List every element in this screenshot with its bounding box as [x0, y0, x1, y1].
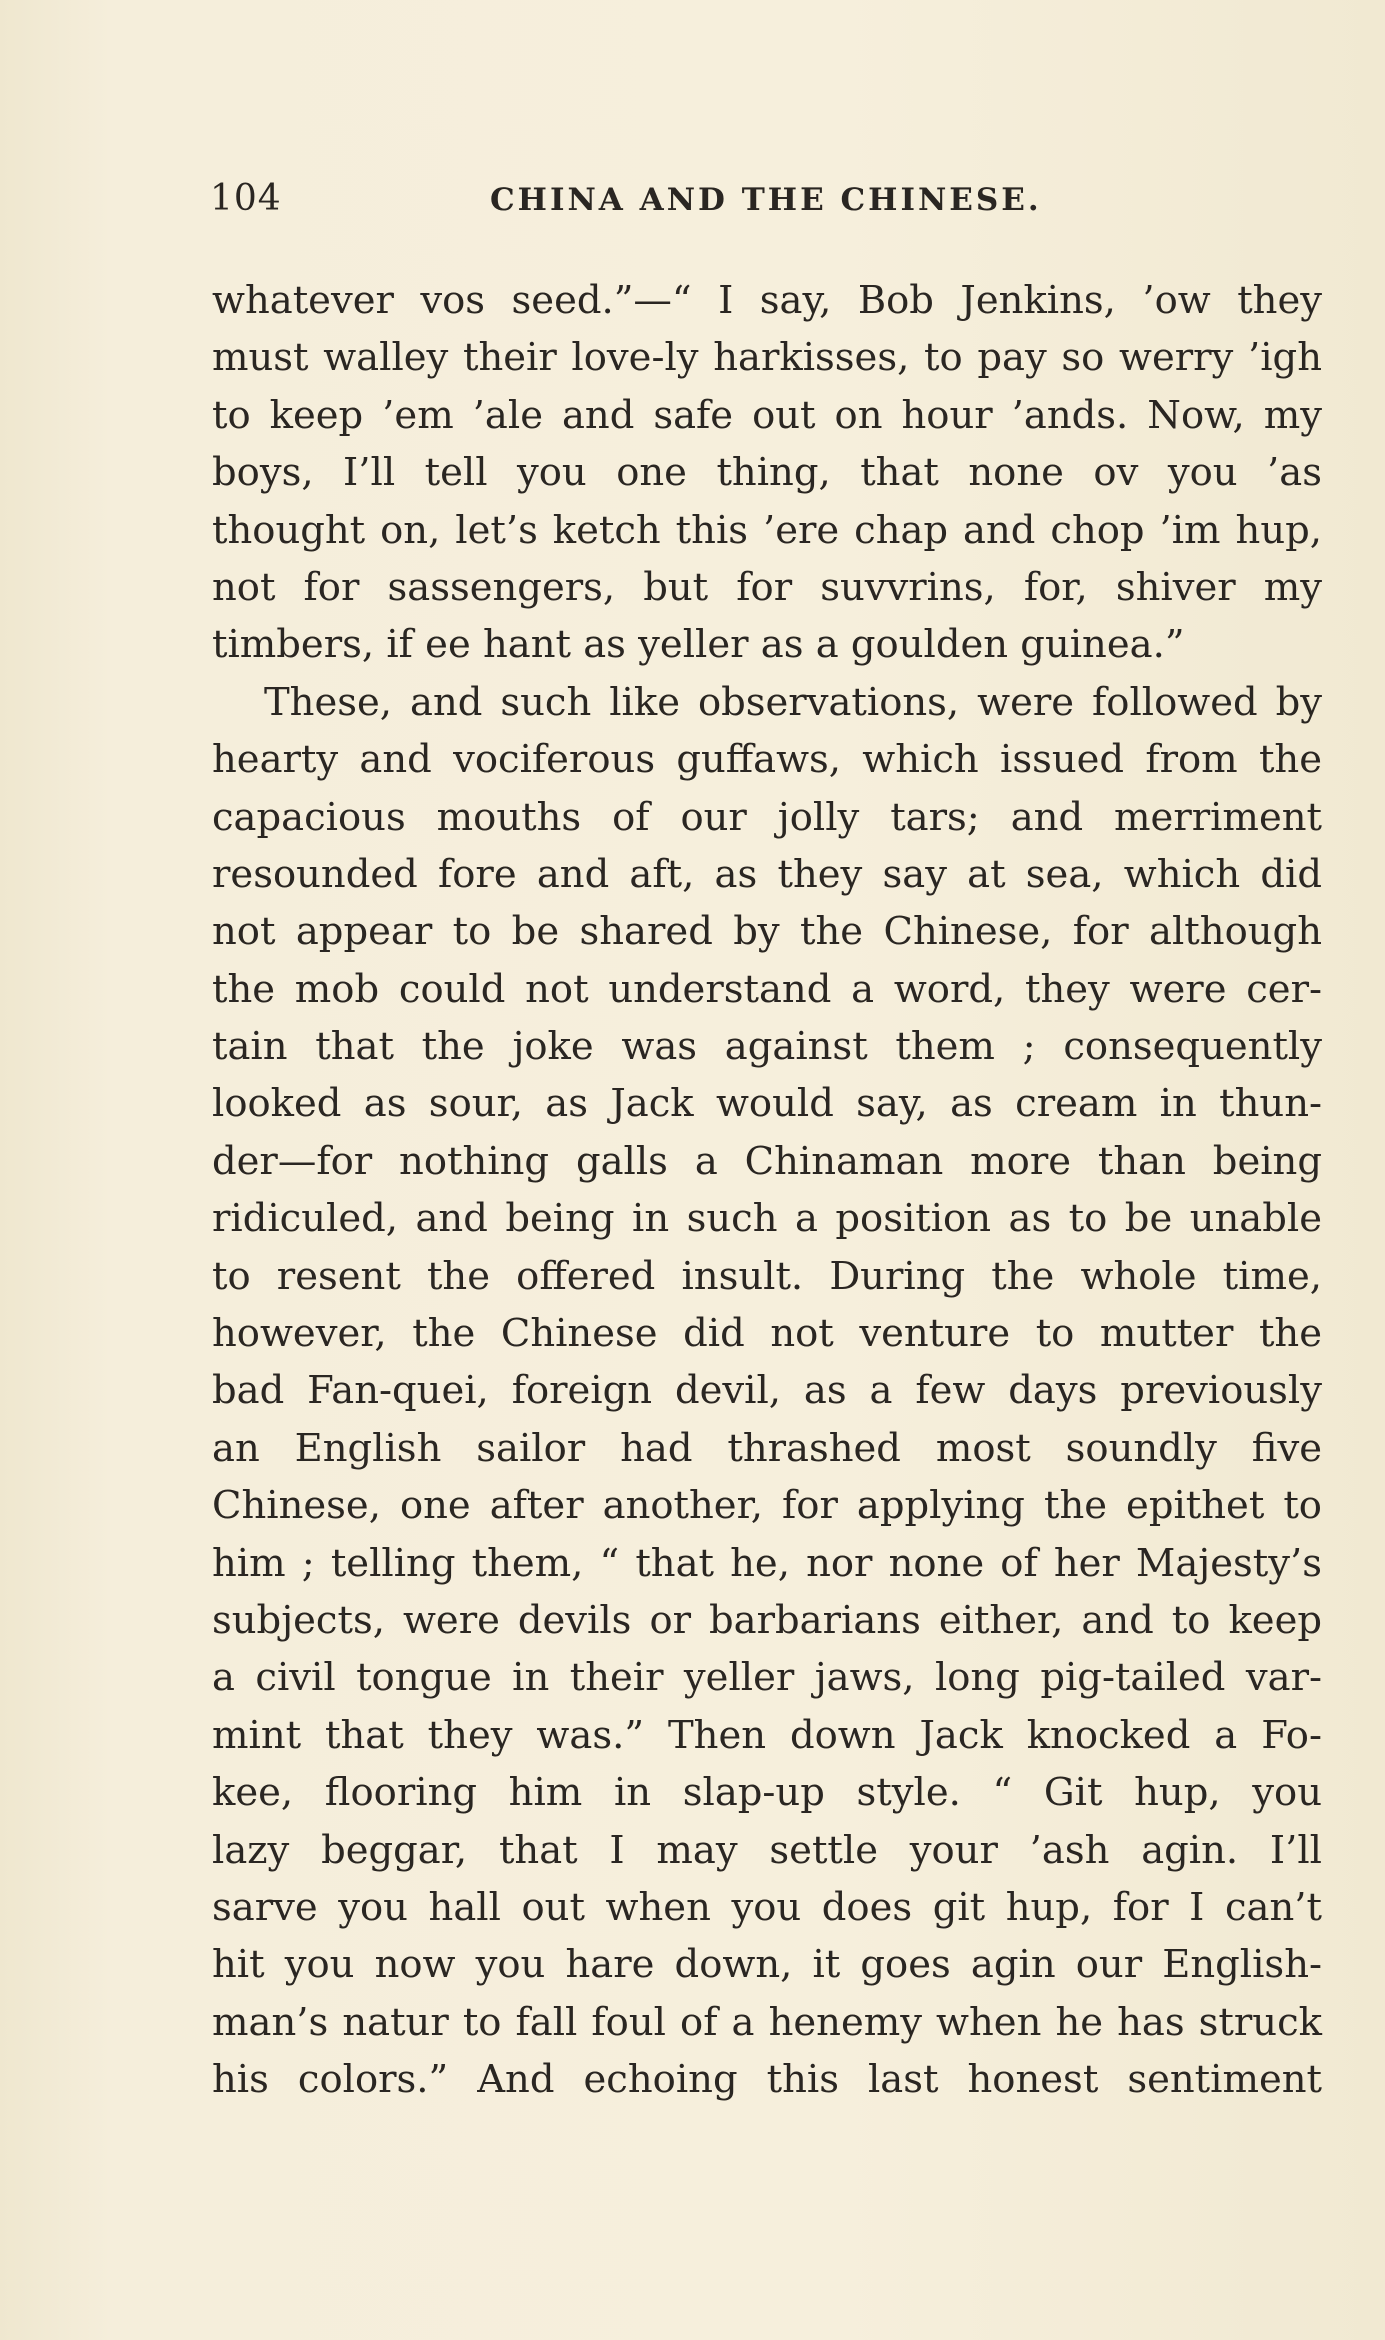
text-line: bad Fan-quei, foreign devil, as a few days previously [212, 1368, 1322, 1414]
text-line: thought on, let’s ketch this ’ere chap and chop ’im hup, [212, 507, 1322, 553]
text-line: der—for nothing galls a Chinaman more than being [212, 1138, 1322, 1184]
text-line: not for sassengers, but for suvvrins, for, shiver my [212, 564, 1322, 610]
page-number: 104 [210, 178, 282, 219]
text-line: to resent the offered insult. During the whole time, [212, 1253, 1322, 1299]
text-line: must walley their love-ly harkisses, to pay so werry ’igh [212, 335, 1322, 381]
body-text [212, 272, 1322, 2109]
running-head: CHINA AND THE CHINESE. [490, 182, 1042, 218]
text-line: subjects, were devils or barbarians either, and to keep [212, 1597, 1322, 1643]
text-line: looked as sour, as Jack would say, as cream in thun- [212, 1081, 1322, 1127]
text-line: a civil tongue in their yeller jaws, long pig-tailed var- [212, 1655, 1322, 1701]
text-line: to keep ’em ’ale and safe out on hour ’ands. Now, my [212, 392, 1322, 438]
text-line: capacious mouths of our jolly tars; and merriment [212, 794, 1322, 840]
text-line: boys, I’ll tell you one thing, that none ov you ’as [212, 450, 1322, 496]
text-line: man’s natur to fall foul of a henemy when he has struck [212, 1999, 1322, 2045]
text-line: timbers, if ee hant as yeller as a goulden guinea.” [212, 622, 1185, 668]
text-line: hit you now you hare down, it goes agin our English- [212, 1942, 1322, 1988]
text-line: tain that the joke was against them ; consequently [212, 1024, 1322, 1070]
text-line: not appear to be shared by the Chinese, for although [212, 909, 1322, 955]
text-line: Chinese, one after another, for applying the epithet to [212, 1483, 1322, 1529]
text-line: an English sailor had thrashed most soundly five [212, 1425, 1322, 1471]
text-line: resounded fore and aft, as they say at sea, which did [212, 851, 1322, 897]
text-line: sarve you hall out when you does git hup, for I can’t [212, 1884, 1322, 1930]
text-line: him ; telling them, “ that he, nor none of her Majesty’s [212, 1540, 1322, 1586]
text-line: mint that they was.” Then down Jack knocked a Fo- [212, 1712, 1322, 1758]
text-line: the mob could not understand a word, they were cer- [212, 966, 1322, 1012]
text-line: whatever vos seed.”—“ I say, Bob Jenkins, ’ow they [212, 278, 1322, 323]
text-line: hearty and vociferous guffaws, which issued from the [212, 737, 1322, 783]
text-line: his colors.” And echoing this last honest sentiment [212, 2057, 1322, 2103]
page-header [210, 178, 1330, 238]
text-line: kee, flooring him in slap-up style. “ Git hup, you [212, 1770, 1322, 1816]
text-line: lazy beggar, that I may settle your ’ash agin. I’ll [212, 1827, 1322, 1873]
text-line: however, the Chinese did not venture to mutter the [212, 1311, 1322, 1357]
text-line: ridiculed, and being in such a position as to be unable [212, 1196, 1322, 1242]
paragraph-start-line: These, and such like observations, were followed by [264, 679, 1322, 725]
